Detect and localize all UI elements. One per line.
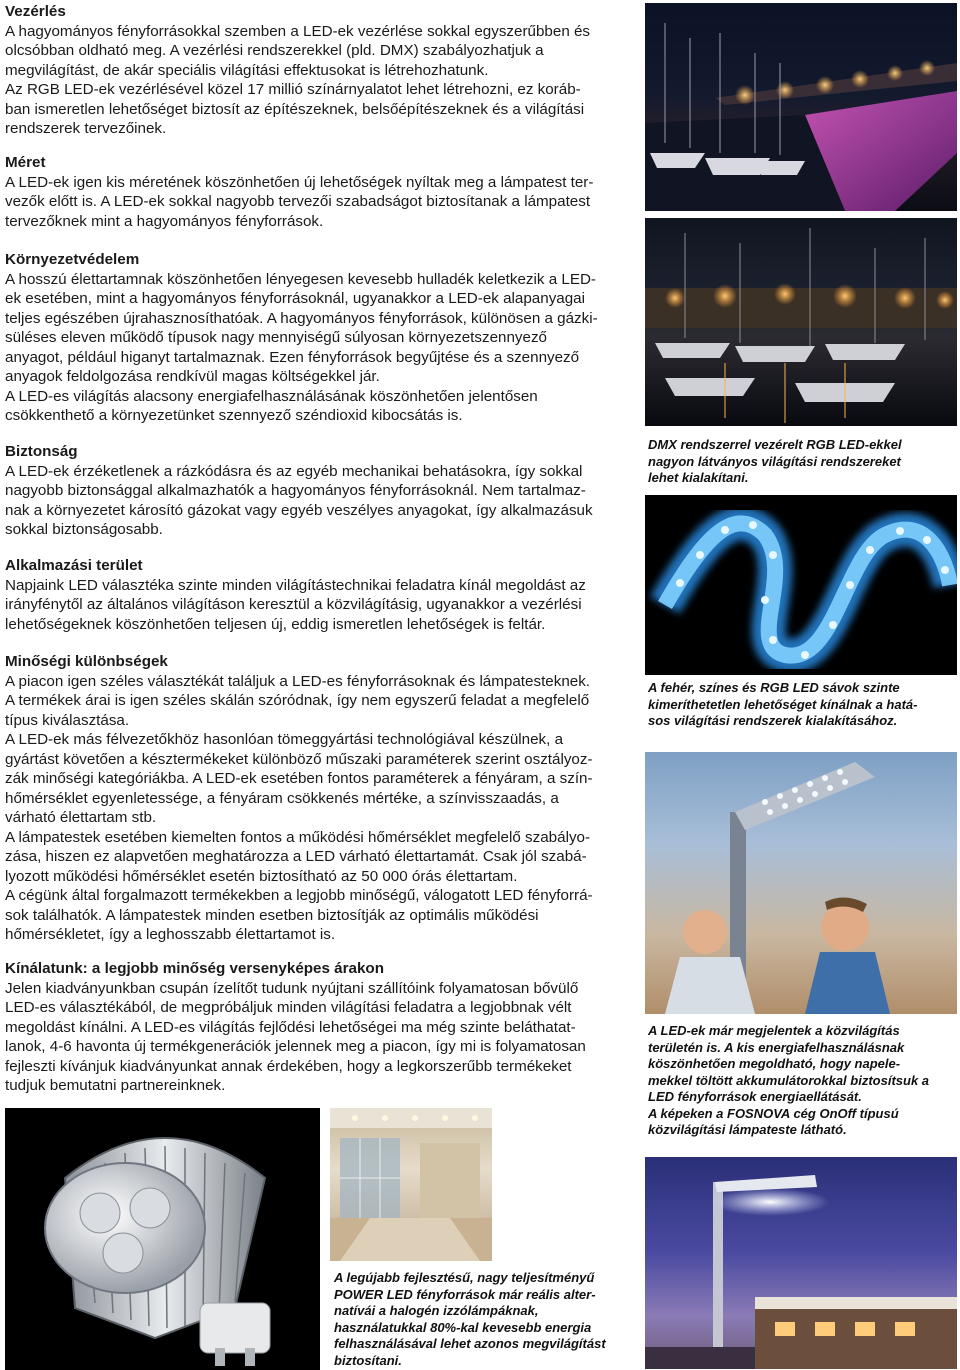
line: lehetőségeknek köszönhetően teljesen új, eddig ismeretlen lehetőségek is feltár. bbox=[5, 615, 546, 633]
line: zák minőségi kategóriákba. A LED-ek esetében fontos paraméterek a fényáram, a szín- bbox=[5, 770, 593, 787]
line: tudjuk bemutatni partnereinknek. bbox=[5, 1077, 226, 1094]
line: A LED-ek más félvezetőkhöz hasonlóan tömeggyártási technológiával készülnek, a bbox=[5, 731, 564, 748]
line: ek esetében, mint a hagyományos fényforrásoknál, ugyanakkor a LED-ek alapanyagai bbox=[5, 290, 586, 307]
blue-led-strip-photo bbox=[645, 495, 957, 675]
line: megoldást kínálni. A LED-es világítás fejlődési lehetőségei ma még szinte beláthatat- bbox=[5, 1018, 576, 1036]
line: ban ismeretlen lehetőséget biztosít az építészeknek, belsőépítészeknek és a világítási bbox=[5, 100, 585, 118]
caption-line: használatukkal 80%-kal kevesebb energia bbox=[334, 1319, 592, 1335]
caption-line: biztosítani. bbox=[334, 1352, 402, 1368]
line: A hagyományos fényforrásokkal szemben a LED-ek vezérlése sokkal egyszerűbben és bbox=[5, 22, 591, 40]
line: gyártást követően a késztermékeket különböző műszaki paraméterek szerint osztályoz- bbox=[5, 750, 593, 768]
line: lyozott működési hőmérséklet esetén biztosítható az 50 000 órás élettartam. bbox=[5, 867, 518, 885]
line: Jelen kiadványunkban csupán ízelítőt tudunk nyújtani szállítóink folyamatosan bővülő bbox=[5, 979, 579, 997]
line: Napjaink LED választéka szinte minden világítástechnikai feladatra kínál megoldást az bbox=[5, 576, 586, 594]
section-meret bbox=[5, 153, 633, 231]
caption-line: natívái a halogén izzólámpáknak, bbox=[334, 1303, 539, 1318]
harbor-illustration bbox=[645, 218, 957, 426]
line: hőmérséklet egyenletessége, a fényáram csökkenés mértéke, a színvisszaadás, a bbox=[5, 789, 559, 807]
section-vezerles bbox=[5, 2, 633, 139]
line: nak a környezetet károsító gázokat vagy egyéb veszélyes anyagokat, így alkalmazásuk bbox=[5, 501, 593, 519]
caption-line: A fehér, színes és RGB LED sávok szinte bbox=[648, 680, 900, 695]
line: tervezőknek mint a hagyományos fényforrások. bbox=[5, 212, 324, 230]
street-lamp-illustration bbox=[645, 752, 957, 1014]
line: zása, hiszen ez alapvetően meghatározza a LED várható élettartamát. Csak jól szabá- bbox=[5, 848, 587, 865]
marina-pier-photo bbox=[645, 3, 957, 211]
lobby-illustration bbox=[330, 1108, 492, 1261]
line: rendszerek tervezőinek. bbox=[5, 120, 167, 137]
section-kinalatunk bbox=[5, 959, 633, 1096]
caption-line: kimeríthetetlen lehetőséget kínálnak a hatá- bbox=[648, 696, 918, 712]
line: típus kiválasztása. bbox=[5, 711, 130, 729]
harbor-night-photo bbox=[645, 218, 957, 426]
line: A termékek árai is igen széles skálán szóródnak, így nem egyszerű feladat a megfelelő bbox=[5, 692, 590, 709]
line: sok találhatók. A lámpatestek minden esetben biztosítják az optimális működési bbox=[5, 906, 539, 924]
line: A piacon igen széles választékát találjuk a LED-es fényforrásoknak és lámpatesteknek. bbox=[5, 672, 591, 690]
line: csökkenthető a környezetünket szennyező széndioxid kibocsátás is. bbox=[5, 407, 463, 424]
line: hőmérsékletet, így a leghosszabb élettartamot is. bbox=[5, 926, 336, 943]
section-alkalmazasi-terulet bbox=[5, 556, 633, 634]
line: A lámpatestek esetében kiemelten fontos a működési hőmérséklet megfelelő szabályo- bbox=[5, 828, 591, 846]
section-kornyezetvedelem bbox=[5, 250, 633, 426]
line: anyagot, például higanyt tartalmaznak. Ezen fényforrások begyűjtése és a szennyező bbox=[5, 348, 580, 366]
line: A hosszú élettartamnak köszönhetően lényegesen kevesebb hulladék keletkezik a LED- bbox=[5, 270, 596, 288]
line: A LED-ek érzéketlenek a rázkódásra és az egyéb mechanikai behatásokra, így sokkal bbox=[5, 462, 583, 480]
caption-street-lighting bbox=[648, 1023, 960, 1139]
line: A LED-ek igen kis méretének köszönhetően új lehetőségek nyíltak meg a lámpatest ter- bbox=[5, 173, 594, 191]
caption-line: nagyon látványos világítási rendszereket bbox=[648, 453, 901, 469]
line: anyagok feldolgozása rendkívül magas költségekkel jár. bbox=[5, 368, 380, 385]
interior-lobby-photo bbox=[330, 1108, 492, 1261]
line: várható élettartam stb. bbox=[5, 809, 157, 826]
power-led-lamp-photo bbox=[5, 1108, 320, 1370]
line: LED-es választékából, de megpróbáljuk minden világítási feladatra a legjobbnak vélt bbox=[5, 999, 572, 1016]
caption-line: köszönhetően megoldható, hogy napele- bbox=[648, 1056, 901, 1071]
caption-line: lehet kialakítani. bbox=[648, 470, 749, 485]
caption-line: DMX rendszerrel vezérelt RGB LED-ekkel bbox=[648, 437, 902, 452]
caption-power-led bbox=[334, 1270, 634, 1369]
section-title: Vezérlés bbox=[5, 3, 66, 20]
line: teljes egészében újrahasznosíthatóak. A hagyományos fényforrások, különösen a gázki- bbox=[5, 309, 598, 327]
line: lanok, 4-6 havonta új termékgenerációk jelennek meg a piacon, így mi is folyamatosan bbox=[5, 1038, 586, 1055]
line: A LED-es világítás alacsony energiafelhasználásának köszönhetően jelentősen bbox=[5, 387, 538, 405]
marina-pier-illustration bbox=[645, 3, 957, 211]
led-lamp-illustration bbox=[5, 1108, 320, 1370]
section-title: Kínálatunk: a legjobb minőség versenyképes árakon bbox=[5, 960, 384, 977]
caption-line: mekkel töltött akkumulátorokkal biztosítsuk a bbox=[648, 1072, 930, 1088]
line: olcsóbban oldható meg. A vezérlési rendszerekkel (pld. DMX) szabályozhatjuk a bbox=[5, 42, 544, 59]
caption-line: A legújabb fejlesztésű, nagy teljesítményű bbox=[334, 1270, 595, 1285]
section-minosegi-kulonbsegek bbox=[5, 652, 633, 945]
line: fejleszti kívánjuk kiadványunkat annak érdekében, hogy a legkorszerűbb termékeket bbox=[5, 1057, 572, 1075]
section-title: Biztonság bbox=[5, 443, 78, 460]
section-title: Minőségi különbségek bbox=[5, 653, 168, 670]
caption-line: közvilágítási lámpateste látható. bbox=[648, 1122, 847, 1137]
caption-dmx bbox=[648, 437, 958, 487]
streetlight-dusk-photo bbox=[645, 1157, 957, 1369]
line: sokkal biztonságosabb. bbox=[5, 521, 163, 538]
line: nagyobb biztonsággal alkalmazhatók a hagyományos fényforrásoknál. Nem tartalmaz- bbox=[5, 482, 586, 499]
caption-line: felhasználásával lehet azonos megvilágítást bbox=[334, 1336, 606, 1351]
line: irányfénytől az általános világításon keresztül a közvilágításig, ugyanakkor a vezérlési bbox=[5, 596, 582, 613]
section-biztonsag bbox=[5, 442, 633, 540]
caption-line: A LED-ek már megjelentek a közvilágítás bbox=[648, 1023, 900, 1038]
section-title: Alkalmazási terület bbox=[5, 557, 143, 574]
line: A cégünk által forgalmazott termékekben a legjobb minőségű, válogatott LED fényforrá- bbox=[5, 887, 593, 904]
caption-line: A képeken a FOSNOVA cég OnOff típusú bbox=[648, 1105, 899, 1121]
caption-line: területén is. A kis energiafelhasználásnak bbox=[648, 1039, 905, 1055]
caption-line: POWER LED fényforrások már reális alter- bbox=[334, 1286, 596, 1302]
line: Az RGB LED-ek vezérlésével közel 17 millió színárnyalatot lehet létrehozni, ez koráb- bbox=[5, 81, 581, 98]
line: vezők előtt is. A LED-ek sokkal nagyobb tervezői szabadságot biztosítanak a lámpatest bbox=[5, 193, 591, 210]
street-lamp-children-photo bbox=[645, 752, 957, 1014]
caption-led-strip bbox=[648, 680, 958, 730]
line: megvilágítást, de akár speciális világítási effektusokat is létrehozhatunk. bbox=[5, 61, 489, 79]
section-title: Környezetvédelem bbox=[5, 251, 140, 268]
line: süléses eleven működő típusok nagy mennyiségű súlyosan környezetszennyező bbox=[5, 329, 548, 346]
streetlight-dusk-illustration bbox=[645, 1157, 957, 1369]
section-title: Méret bbox=[5, 154, 46, 171]
caption-line: sos világítási rendszerek kialakításához. bbox=[648, 713, 898, 728]
led-strip-illustration bbox=[645, 495, 957, 675]
caption-line: LED fényforrások energiaellátását. bbox=[648, 1089, 862, 1104]
